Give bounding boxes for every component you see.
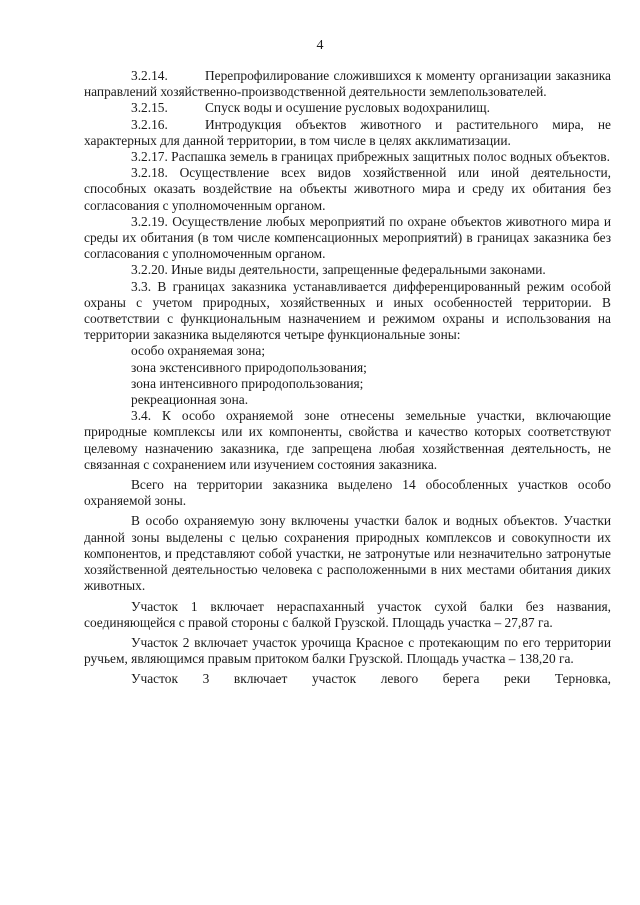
document-body [84, 68, 611, 688]
paragraph-3-2-17: 3.2.17. Распашка земель в границах прибрежных защитных полос водных объектов. [131, 149, 610, 165]
paragraph-3-4: 3.4. К особо охраняемой зоне отнесены земельные участки, включающие природные комплексы или их компоненты, свойства и качество которых соответствуют целевому назначению заказника, где запрещена любая хозяйственная деятельность, не связанная с сохранением или изучением состояния заказника. [84, 408, 611, 472]
clause-number: 3.2.14. [131, 68, 168, 83]
paragraph-protected-zone: В особо охраняемую зону включены участки балок и водных объектов. Участки данной зоны выделены с целью сохранения природных комплексов и совокупности их компонентов, и представляют собой участки, не затронутые или незначительно затронутые хозяйственной деятельностью человека с расположенными в них местами обитания диких животных. [84, 513, 611, 594]
clause-number: 3.2.15. [131, 100, 168, 116]
zone-list-item: особо охраняемая зона; [131, 343, 266, 359]
paragraph-3-2-20: 3.2.20. Иные виды деятельности, запрещенные федеральными законами. [131, 262, 546, 278]
paragraph-3-2-15 [84, 100, 611, 116]
clause-text: Спуск воды и осушение русловых водохранилищ. [205, 100, 490, 116]
zone-list-item: зона экстенсивного природопользования; [131, 359, 367, 375]
paragraph-3-2-16 [84, 117, 611, 149]
page-number: 4 [316, 38, 324, 53]
paragraph-plot-2: Участок 2 включает участок урочища Красное с протекающим по его территории ручьем, являющимся правым притоком балки Грузской. Площадь участка – 138,20 га. [84, 634, 611, 667]
clause-text: Перепрофилирование сложившихся к моменту организации заказника направлений хозяйственно-производственной деятельности землепользователей. [84, 68, 611, 100]
paragraph-3-3: 3.3. В границах заказника устанавливается дифференцированный режим особой охраны с учетом природных, хозяйственных и иных особенностей территории. В соответствии с функциональным назначением и режимом охраны и использования на территории заказника выделяются четыре функциональные зоны: [84, 278, 611, 343]
zone-list-item: зона интенсивного природопользования; [131, 375, 364, 391]
paragraph-3-2-14 [84, 68, 611, 100]
paragraph-3-2-19: 3.2.19. Осуществление любых мероприятий по охране объектов животного мира и среды их обитания (в том числе компенсационных мероприятий) в границах заказника без согласования с уполномоченным органом. [84, 213, 611, 262]
paragraph-3-2-18: 3.2.18. Осуществление всех видов хозяйственной или иной деятельности, способных оказать воздействие на объекты животного мира и среду их обитания без согласования с уполномоченным органом. [84, 165, 611, 213]
zone-list-item: рекреационная зона. [131, 392, 249, 408]
paragraph-plot-3: Участок 3 включает участок левого берега реки Терновка, [131, 671, 611, 687]
paragraph-plot-1: Участок 1 включает нераспаханный участок сухой балки без названия, соединяющейся с правой стороны с балкой Грузской. Площадь участка – 27,87 га. [84, 598, 611, 630]
clause-number: 3.2.16. [131, 116, 168, 132]
paragraph-total-plots: Всего на территории заказника выделено 14 обособленных участков особо охраняемой зоны. [84, 477, 611, 509]
clause-text: Интродукция объектов животного и растительного мира, не характерных для данной территории, в том числе в целях акклиматизации. [84, 116, 611, 148]
